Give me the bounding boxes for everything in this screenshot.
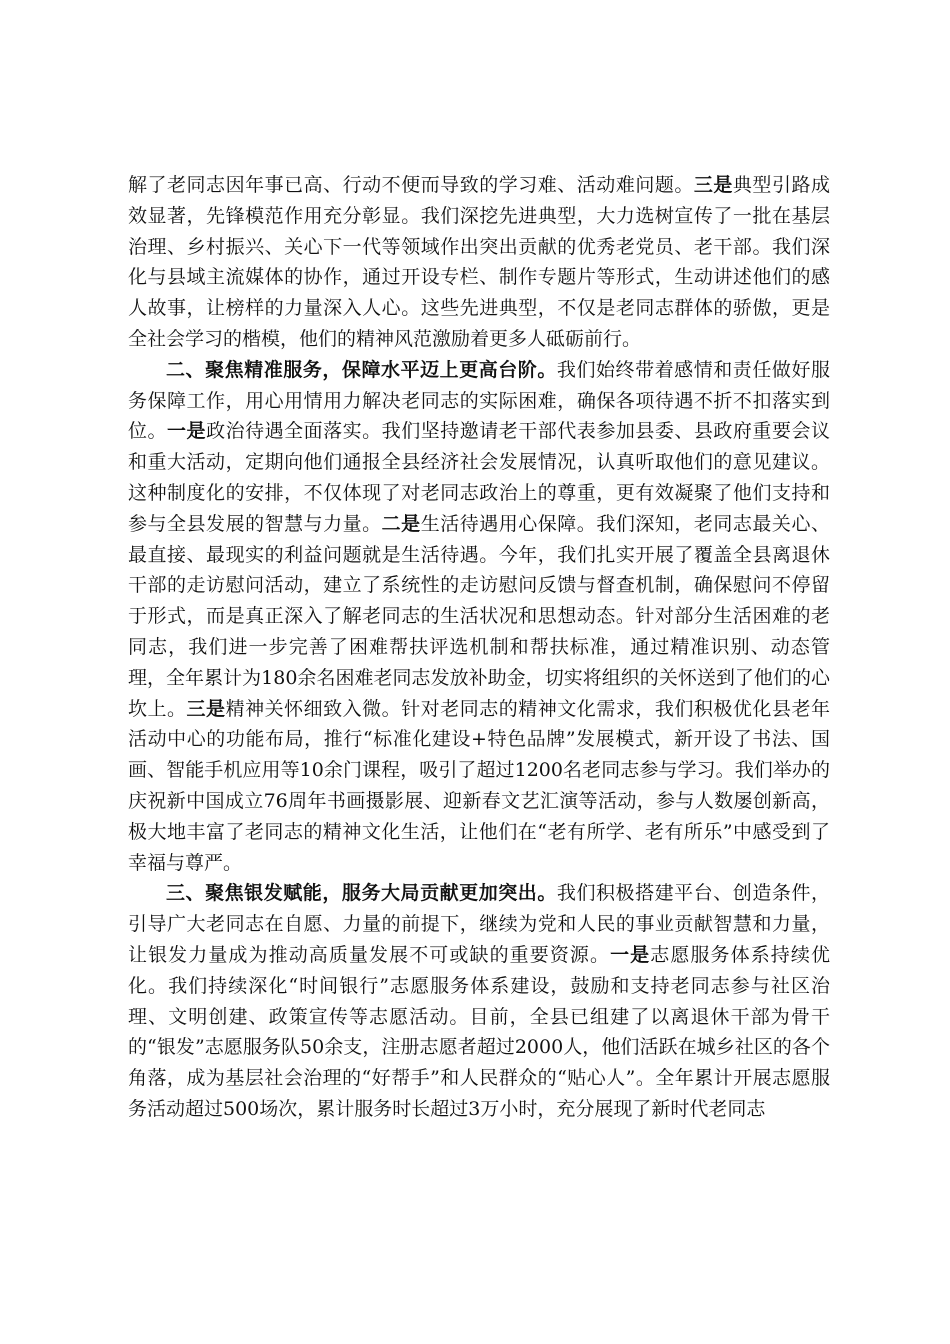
text: 志愿服务体系持续优化。我们持续深化“时间银行”志愿服务体系建设，鼓励和支持老同志参与社区治理、文明创建、政策宣传等志愿活动。目前，全县已组建了以离退休干部为骨干的“银发”志愿服务队50余支，注册志愿者超过2000人，他们活跃在城乡社区的各个角落，成为基层社会治理的“好帮手”和人民群众的“贴心人”。全年累计开展志愿服务活动超过500场次，累计服务时长超过3万小时，充分展现了新时代老同志 xyxy=(128,943,830,1120)
text: 生活待遇用心保障。我们深知，老同志最关心、最直接、最现实的利益问题就是生活待遇。今年，我们扎实开展了覆盖全县离退休干部的走访慰问活动，建立了系统性的走访慰问反馈与督查机制，确保慰问不停留于形式，而是真正深入了解老同志的生活状况和思想动态。针对部分生活困难的老同志，我们进一步完善了困难帮扶评选机制和帮扶标准，通过精准识别、动态管理，全年累计为180余名困难老同志发放补助金，切实将组织的关怀送到了他们的心坎上。 xyxy=(128,512,830,720)
text: 政治待遇全面落实。我们坚持邀请老干部代表参加县委、县政府重要会议和重大活动，定期向他们通报全县经济社会发展情况，认真听取他们的意见建议。这种制度化的安排，不仅体现了对老同志政治上的尊重，更有效凝聚了他们支持和参与全县发展的智慧与力量。 xyxy=(128,420,830,535)
text: 解了老同志因年事已高、行动不便而导致的学习难、活动难问题。 xyxy=(128,174,694,196)
paragraph-2 xyxy=(128,355,830,879)
paragraph-1 xyxy=(128,170,830,355)
paragraph-3 xyxy=(128,878,830,1124)
section-heading: 三、聚焦银发赋能，服务大局贡献更加突出。 xyxy=(166,882,557,905)
text: 典型引路成效显著，先锋模范作用充分彰显。我们深挖先进典型，大力选树宣传了一批在基层治理、乡村振兴、关心下一代等领域作出突出贡献的优秀老党员、老干部。我们深化与县域主流媒体的协作，通过开设专栏、制作专题片等形式，生动讲述他们的感人故事，让榜样的力量深入人心。这些先进典型，不仅是老同志群体的骄傲，更是全社会学习的楷模，他们的精神风范激励着更多人砥砺前行。 xyxy=(128,174,830,350)
document-page xyxy=(128,170,830,1125)
emphasis: 一是 xyxy=(167,420,207,443)
section-heading: 二、聚焦精准服务，保障水平迈上更高台阶。 xyxy=(166,358,557,381)
emphasis: 二是 xyxy=(381,512,421,535)
emphasis: 三是 xyxy=(186,697,226,720)
text: 我们始终带着感情和责任做好服务保障工作，用心用情用力解决老同志的实际困难，确保各项待遇不折不扣落实到位。 xyxy=(128,358,830,443)
emphasis: 三是 xyxy=(693,174,733,196)
emphasis: 一是 xyxy=(610,943,651,966)
text: 我们积极搭建平台、创造条件，引导广大老同志在自愿、力量的前提下，继续为党和人民的事业贡献智慧和力量，让银发力量成为推动高质量发展不可或缺的重要资源。 xyxy=(128,882,830,966)
text: 精神关怀细致入微。针对老同志的精神文化需求，我们积极优化县老年活动中心的功能布局，推行“标准化建设+特色品牌”发展模式，新开设了书法、国画、智能手机应用等10余门课程，吸引了超过1200名老同志参与学习。我们举办的庆祝新中国成立76周年书画摄影展、迎新春文艺汇演等活动，参与人数屡创新高，极大地丰富了老同志的精神文化生活，让他们在“老有所学、老有所乐”中感受到了幸福与尊严。 xyxy=(128,697,830,874)
